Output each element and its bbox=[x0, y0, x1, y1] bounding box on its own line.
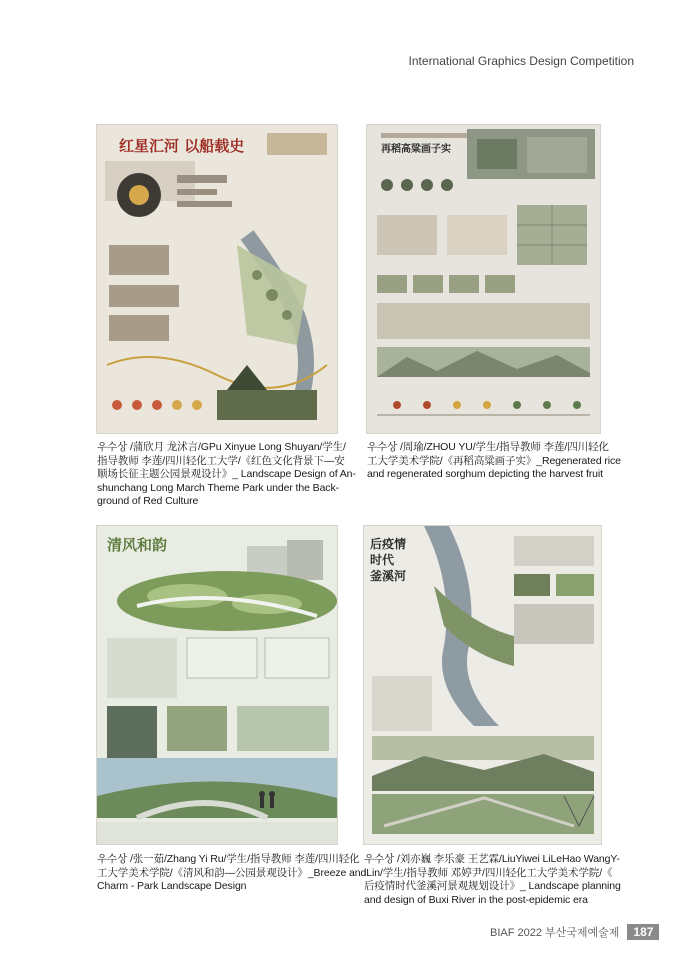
caption-line: 工大学美术学院/《再稻高粱画子实》_Regenerated rice bbox=[367, 454, 621, 467]
publication-name: BIAF 2022 부산국제예술제 bbox=[490, 927, 620, 939]
page-footer bbox=[490, 924, 659, 940]
caption-line: 工大学美术学院/《清风和韵—公园景观设计》_Breeze and bbox=[97, 866, 367, 879]
poster-image-4 bbox=[364, 526, 601, 844]
running-head: International Graphics Design Competition bbox=[408, 54, 634, 68]
caption-entry-1 bbox=[97, 441, 356, 509]
poster-title-1: 红星汇河 以船载史 bbox=[119, 137, 245, 155]
poster-illustration-4 bbox=[364, 526, 601, 844]
caption-line: 顺场长征主题公园景观设计》_ Landscape Design of An- bbox=[97, 468, 356, 480]
caption-line: 后疫情时代釜溪河景观规划设计》_ Landscape planning bbox=[364, 880, 621, 892]
poster-illustration-3 bbox=[97, 526, 337, 844]
caption-line: 우수상 /蒲欣月 龙沭言/GPu Xinyue Long Shuyan/学生/ bbox=[97, 441, 346, 453]
caption-entry-3 bbox=[97, 853, 366, 894]
poster-illustration-1 bbox=[97, 165, 337, 433]
poster-title-3: 清风和韵 bbox=[107, 536, 168, 554]
poster-title-4: 后疫情时代 釜溪河 bbox=[370, 537, 407, 583]
caption-line: ground of Red Culture bbox=[97, 495, 199, 507]
poster-title-2: 再稻高粱画子实 bbox=[381, 144, 451, 155]
poster-image-2 bbox=[367, 125, 600, 433]
caption-entry-2 bbox=[367, 441, 621, 482]
caption-line: and regenerated sorghum depicting the harvest fruit bbox=[367, 468, 603, 480]
caption-line: shunchang Long March Theme Park under the Back- bbox=[97, 481, 339, 494]
poster-illustration-2 bbox=[367, 125, 600, 433]
caption-line: iLin/学生/指导教师 邓婷尹/四川轻化工大学美术学院/《 bbox=[364, 866, 613, 879]
caption-line: 우수상 /张一茹/Zhang Yi Ru/学生/指导教师 李莲/四川轻化 bbox=[97, 853, 360, 865]
caption-line: 우수상 /刘亦巍 李乐豪 王艺霖/LiuYiwei LiLeHao WangY- bbox=[364, 853, 620, 865]
caption-entry-4 bbox=[364, 853, 621, 907]
caption-line: Charm - Park Landscape Design bbox=[97, 880, 247, 892]
page-number: 187 bbox=[627, 924, 659, 940]
caption-line: 指导教师 李莲/四川轻化工大学/《红色文化背景下—安 bbox=[97, 454, 345, 467]
poster-image-3 bbox=[97, 526, 337, 844]
caption-line: 우수상 /周瑜/ZHOU YU/学生/指导教师 李莲/四川轻化 bbox=[367, 441, 609, 453]
caption-line: and design of Buxi River in the post-epidemic era bbox=[364, 893, 588, 906]
poster-image-1 bbox=[97, 125, 337, 433]
